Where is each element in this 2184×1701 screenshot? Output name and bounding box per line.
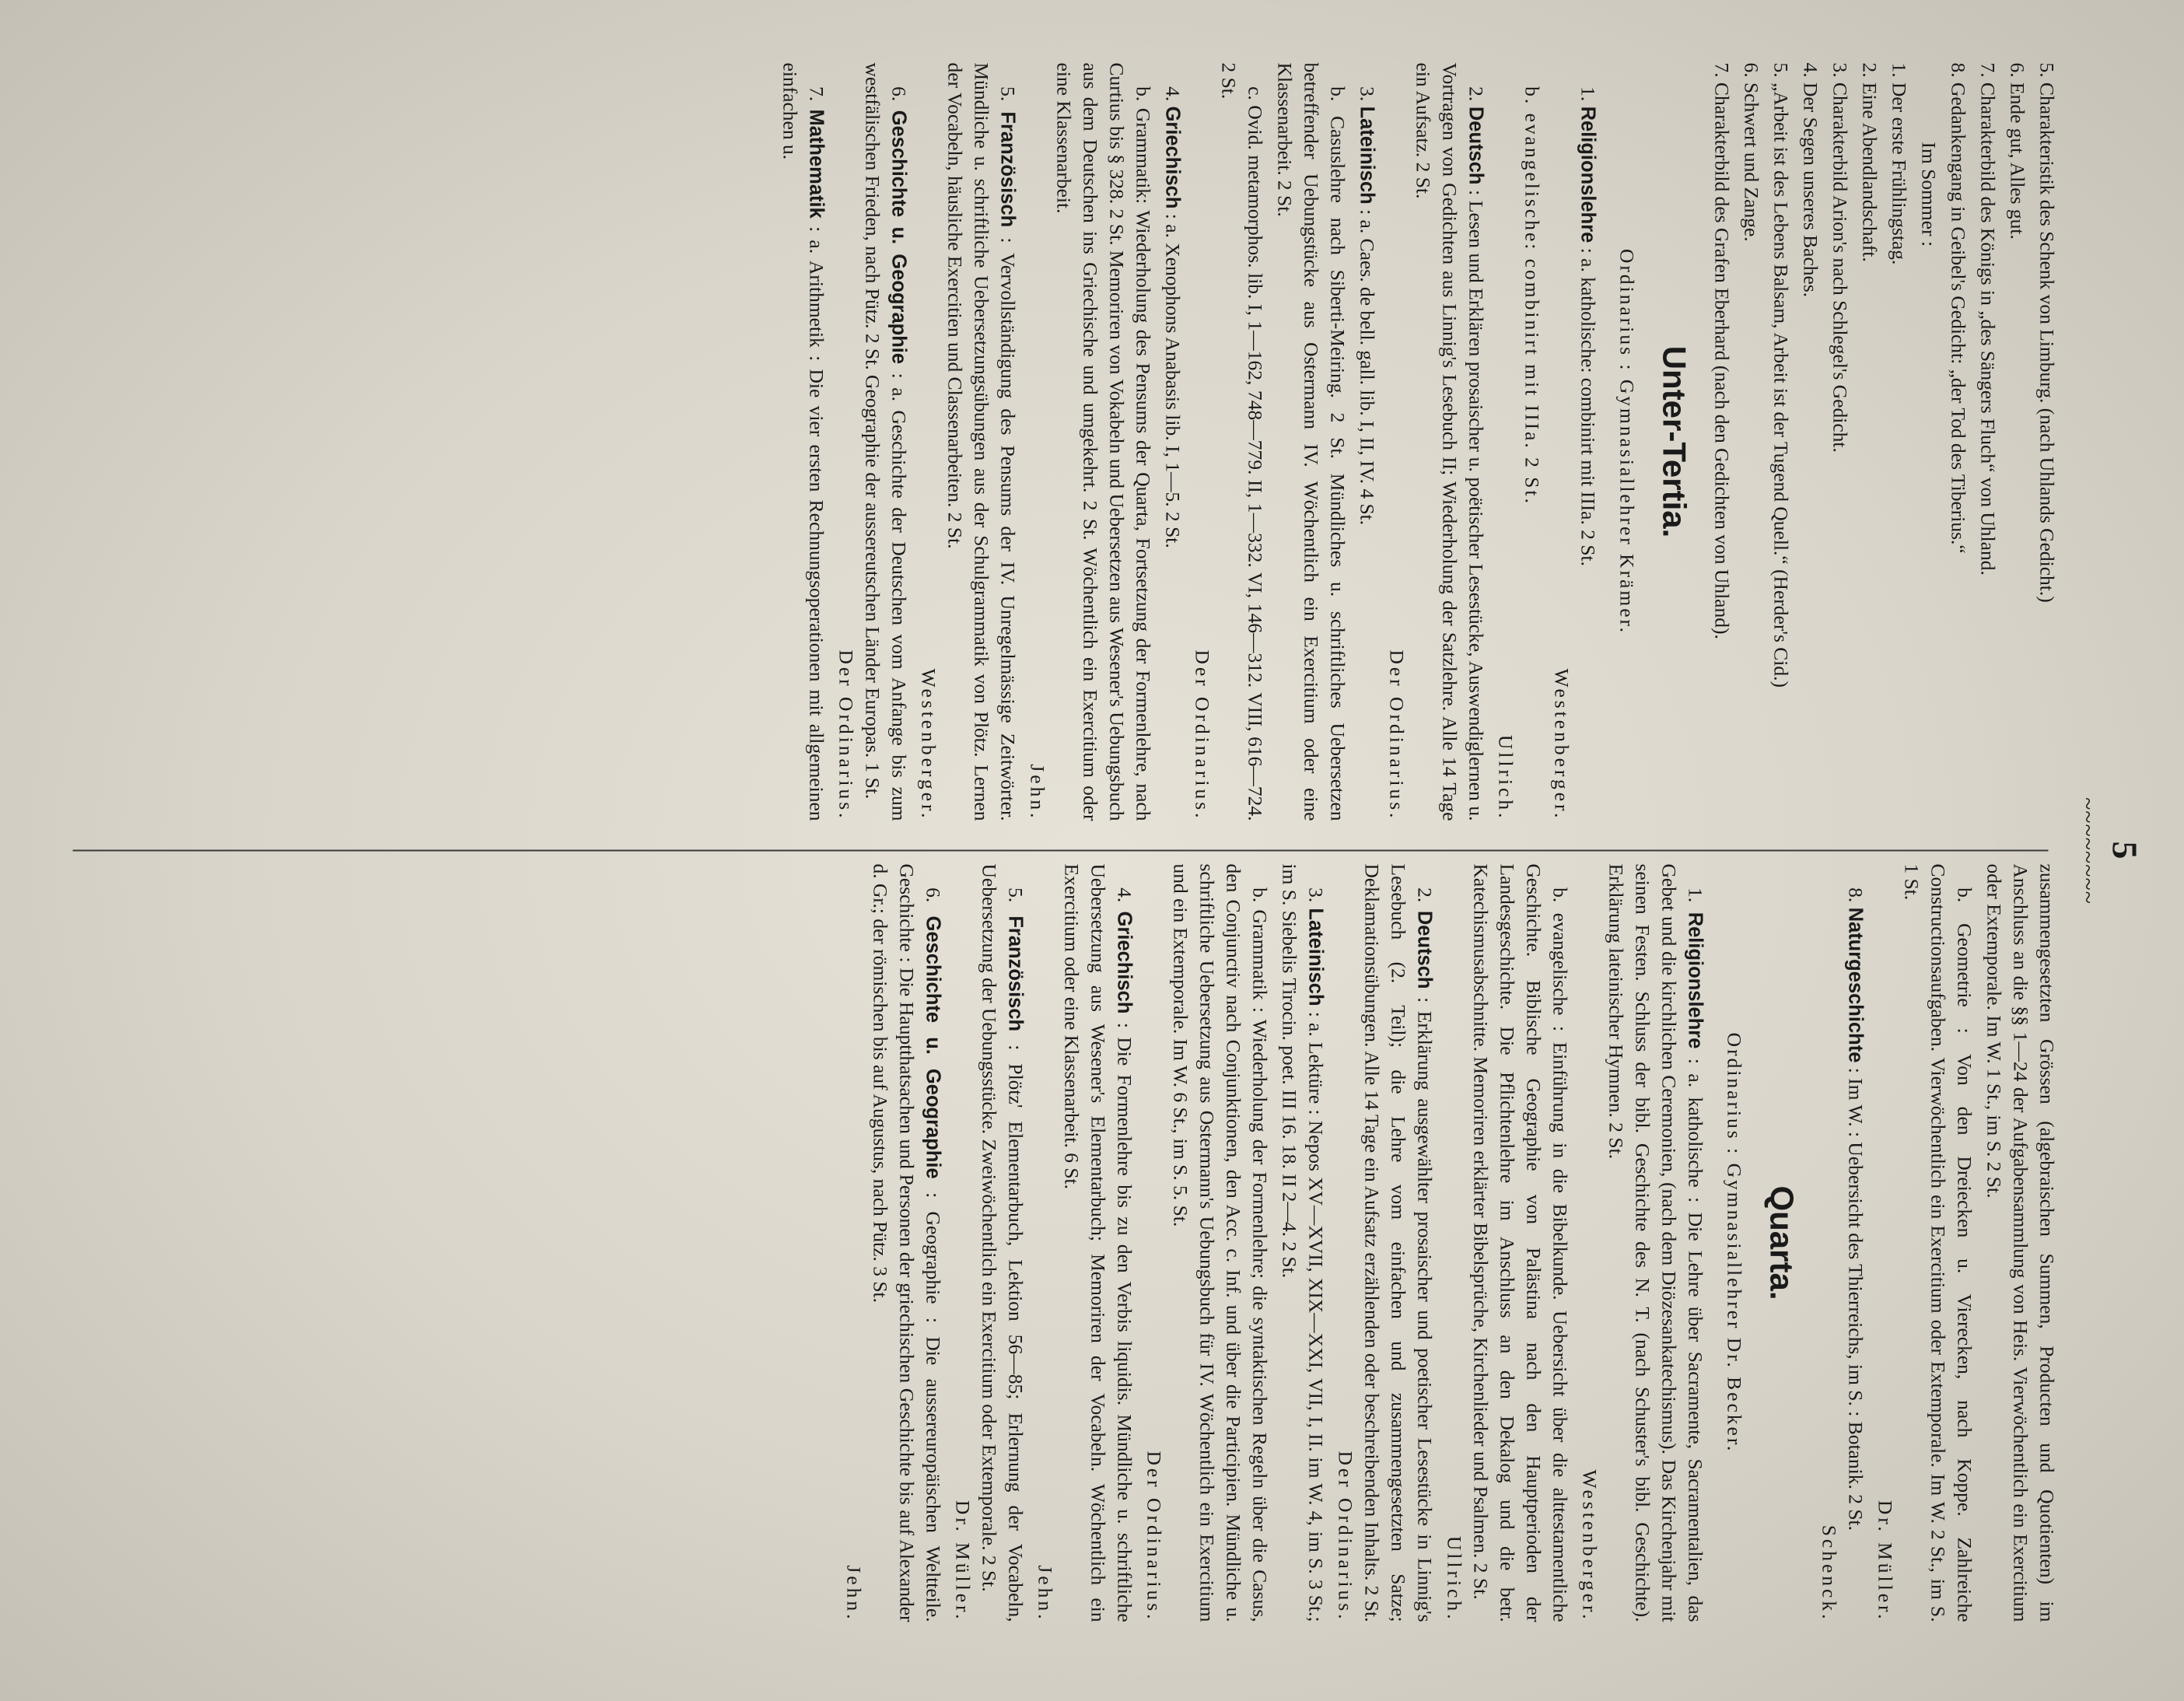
subject-text: b. evangelische: combinirt mit IIIa. 2 St. — [1521, 86, 1543, 506]
essay-topic: 5. Charakteristik des Schenk von Limburg. (nach Uhlands Gedicht.) — [2035, 62, 2058, 603]
subject-franzoesisch — [915, 62, 1020, 821]
teacher-name: Schenck. — [1818, 1524, 1840, 1622]
subject-number: 2. — [1413, 887, 1436, 902]
subject-title: Religionslehre — [1684, 912, 1706, 1048]
subject-griechisch-b — [1024, 62, 1156, 821]
section-heading-quarta: Quarta. — [1763, 1185, 1800, 1300]
subject-geschichte — [840, 863, 946, 1622]
subject-text: c. Ovid. metamorphos. lib. I, 1—162, 748—779. II, 1—332. VI, 146—312. VIII, 616—724. 2 St. — [1217, 62, 1266, 821]
subject-number: 1. — [1684, 887, 1706, 902]
teacher-name: Der Ordinarius. — [1191, 649, 1213, 821]
subject-text: b. evangelische : Einführung in die Bibelkunde. Uebersicht über die alttestamentliche Geschichte. Biblische Geographie von Palästina nach den Hauptperioden der Landesgeschichte. Die Pflichtenlehre im Anschluss an den Dekalog und die betr. Katechismusabschnitte. Memoriren erklärter Bibelsprüche, Kirchenlieder und Psalmen. 2 St. — [1469, 863, 1571, 1622]
subject-deutsch — [1332, 863, 1437, 1622]
left-column — [773, 62, 2060, 821]
page-ornament: ~~~~~~~~ — [2074, 796, 2100, 905]
essay-topic: 2. Eine Abendlandschaft. — [1858, 62, 1881, 262]
page-number: 5 — [2105, 841, 2144, 860]
subject-text: b. Grammatik: Wiederholung des Pensums der Quarta, Fortsetzung der Formenlehre, nach Curtius bis § 328. 2 St. Memoriren von Vokabeln und Uebersetzen aus Wesener's Uebungsbuch aus dem Deutschen ins Griechische und umgekehrt. 2 St. Wöchentlich ein Exercitium oder eine Klassenarbeit. — [1052, 62, 1154, 821]
subject-text: : Lesen und Erklären prosaischer u. poëtischer Lesestücke, Auswendiglernen u. Vortragen von Gedichten aus Linnig's Lesebuch II; Wiederholung der Satzlehre. Alle 14 Tage ein Aufsatz. 2 St. — [1412, 62, 1487, 821]
subject-geometrie — [1871, 863, 1977, 1622]
subject-griechisch — [1031, 863, 1137, 1622]
essay-topic: 6. Ende gut, Alles gut. — [2006, 62, 2028, 240]
subject-latein-b: b. Casuslehre nach Siberti-Meiring. 2 St. Mündliches u. schriftliches Uebersetzen betreffender Uebungstücke aus Ostermann IV. Wöchentlich ein Exercitium oder eine Klassenarbeit. 2 St. — [1273, 62, 1349, 821]
teacher-name: Jehn. — [1026, 763, 1048, 821]
subject-text: : a. katholische: combinirt mit IIIa. 2 St. — [1577, 247, 1599, 566]
subject-text: : Die Formenlehre bis zu den Verbis liquidis. Mündliche u. schriftliche Uebersetzung aus Wesener's Elementarbuch; Memoriren der Vocabeln. Wöchentlich ein Exercitium oder eine Klassenarbeit. 6 St. — [1060, 863, 1136, 1622]
subject-text: : a. katholische : Die Lehre über Sacramente, Sacramentalien, das Gebet und die kirchlichen Ceremonien, (nach dem Diözesankatechismus). Das Kirchenjahr mit seinen Festen. Schluss der bibl. Geschichte des N. T. (nach Schuster's bibl. Geschichte). Erklärung lateinischer Hymnen. 2 St. — [1605, 863, 1706, 1622]
subject-title: Lateinisch — [1304, 907, 1326, 1006]
subject-number: 6. — [922, 887, 944, 902]
subject-number: 6. — [887, 86, 910, 101]
essay-topic: 7. Charakterbild des Königs in „des Sängers Fluch“ von Uhland. — [1976, 62, 1999, 576]
teacher-name: Ullrich. — [1443, 1535, 1465, 1622]
teacher-name: Der Ordinarius. — [1143, 1450, 1165, 1622]
essay-topic: 8. Gedankengang in Geibel's Gedicht: „der Tod des Tiberius.“ — [1947, 62, 1969, 554]
subject-text: : a. Caes. de bell. gall. lib. I, II, IV. 4 St. — [1356, 208, 1378, 525]
subject-latein — [1276, 863, 1328, 1622]
teacher-name: Dr. Müller. — [1874, 1500, 1896, 1622]
subject-text: : Im W. : Uebersicht des Thierreichs, im S. : Botanik. 2 St. — [1844, 1067, 1867, 1531]
teacher-name: Dr. Müller. — [951, 1500, 974, 1622]
essay-topic: 7. Charakterbild des Grafen Eberhard (nach den Gedichten von Uhland). — [1710, 62, 1733, 639]
subject-title: Religionslehre — [1577, 106, 1598, 243]
subject-title: Griechisch — [1113, 911, 1135, 1013]
subject-title: Geschichte u. Geographie — [922, 915, 943, 1179]
subject-text: : Plötz' Elementarbuch, Lektion 56—85; Erlernung der Vocabeln, Uebersetzung der Uebungsstücke. Zweiwöchentlich ein Exercitium oder Extemporale. 2 St. — [978, 863, 1027, 1622]
essay-topic: 4. Der Segen unseres Baches. — [1799, 62, 1822, 297]
teacher-name: Westenberger. — [917, 667, 940, 821]
subject-geschichte — [832, 62, 912, 821]
teacher-name: Jehn. — [1034, 1564, 1056, 1622]
essay-topic: 6. Schwert und Zange. — [1740, 62, 1762, 242]
subject-religion — [1548, 62, 1601, 821]
subject-text: : Erklärung ausgewählter prosaischer und poetischer Lesestücke in Linnig's Lesebuch (2. Teil); die Lehre vom einfachen und zusammengesetzten Satze; Deklamationsübungen. Alle 14 Tage ein Aufsatz erzählenden oder beschreibenden Inhalts. 2 St. — [1360, 863, 1436, 1622]
teacher-name: Westenberger. — [1578, 1468, 1601, 1622]
subject-number: 7. — [805, 86, 828, 101]
subject-text: : Geographie : Die aussereuropäischen Weltteile. Geschichte : Die Hauptthatsachen und Personen der griechischen Geschichte bis auf Alexander d. Gr.; der römischen bis auf Augustus, nach Pütz. 3 St. — [869, 863, 944, 1622]
subject-text: : a. Geschichte der Deutschen vom Anfange bis zum westfälischen Frieden, nach Pütz. 2 St. Geographie der aussereutschen Länder Europas. 1 St. — [861, 62, 910, 821]
subject-title: Lateinisch — [1356, 106, 1377, 205]
season-label: Im Sommer : — [1917, 142, 1940, 247]
subject-title: Deutsch — [1465, 106, 1486, 184]
subject-religion-b — [1492, 62, 1545, 821]
subject-text: b. Grammatik : Wiederholung der Formenlehre; die syntaktischen Regeln über die Casus, den Conjunctiv nach Conjunktionen, den Acc. c. Inf. und über die Participien. Mündliche u. schriftliche Uebersetzung aus Ostermann's Uebungsbuch für IV. Wöchentlich ein Exercitium und ein Extemporale. Im W. 6 St., im S. 5. St. — [1169, 863, 1271, 1622]
teacher-name: Der Ordinarius. — [835, 649, 857, 821]
subject-deutsch — [1383, 62, 1489, 821]
mathematik-continuation: zusammengesetzten Grössen (algebraischen Summen, Producten und Quotienten) im Anschluss an die §§ 1—24 der Aufgabensammlung von Heis. Vierwöchentlich ein Exercitium oder Extemporale. Im W. 1 St., im S. 2 St. — [1983, 863, 2058, 1622]
subject-franzoesisch — [949, 863, 1028, 1622]
subject-naturgeschichte — [1815, 863, 1868, 1622]
subject-title: Griechisch — [1161, 106, 1183, 208]
section-heading-unter-tertia: Unter-Tertia. — [1656, 345, 1692, 537]
column-divider — [72, 849, 2048, 851]
teacher-name: Ullrich. — [1494, 734, 1517, 821]
subject-text: : a. Lektüre : Nepos XV—XVII, XIX—XXI, VII, I, II. im W. 4, im S. 3 St.; im S. Siebelis Tirocin. poet. III 16. 18. II 2—4. 2 St. — [1278, 863, 1327, 1622]
subject-mathematik — [776, 62, 829, 821]
subject-number: 5. — [1004, 887, 1027, 902]
teacher-name: Jehn. — [842, 1564, 865, 1622]
subject-text: : Vervollständigung des Pensums der IV. Unregelmässige Zeitwörter. Mündliche u. schriftliche Uebersetzungsübungen aus der Schulgrammatik von Plötz. Lernen der Vocabeln, häusliche Exercitien und Classenarbeiten. 2 St. — [943, 62, 1019, 821]
subject-title: Naturgeschichte — [1844, 907, 1866, 1062]
right-column — [837, 863, 2060, 1622]
subject-griechisch — [1159, 62, 1185, 821]
subject-text: : a. Xenophons Anabasis lib. I, 1—5. 2 St. — [1161, 213, 1184, 548]
subject-title: Mathematik — [805, 109, 827, 219]
subject-religion-b — [1440, 863, 1573, 1622]
essay-topic: 3. Charakterbild Arion's nach Schlegel's Gedicht. — [1829, 62, 1851, 453]
essay-topic: 1. Der erste Frühlingstag. — [1888, 62, 1910, 264]
subject-number: 8. — [1844, 887, 1867, 902]
subject-latein-b — [1140, 863, 1272, 1622]
subject-number: 2. — [1465, 86, 1487, 101]
subject-number: 4. — [1161, 86, 1184, 101]
subject-text: : a. Arithmetik : Die vier ersten Rechnungsoperationen mit allgemeinen einfachen u. — [779, 62, 828, 821]
subject-religion — [1576, 863, 1708, 1622]
subject-text: b. Geometrie : Von den Dreiecken u. Vierecken, nach Koppe. Zahlreiche Constructionsaufgaben. Vierwöchentlich ein Exercitium oder Extemporale. Im W. 2 St., im S. 1 St. — [1900, 863, 1976, 1622]
subject-title: Geschichte u. Geographie — [887, 110, 909, 364]
essay-topic: 5. „Arbeit ist des Lebens Balsam, Arbeit ist der Tugend Quell.“ (Herder's Cid.) — [1769, 62, 1792, 688]
subject-title: Französisch — [996, 110, 1018, 227]
teacher-name: Westenberger. — [1550, 667, 1573, 821]
teacher-name: Der Ordinarius. — [1334, 1450, 1356, 1622]
subject-number: 3. — [1356, 86, 1378, 101]
subject-title: Deutsch — [1413, 910, 1435, 989]
subject-latein — [1353, 62, 1380, 821]
subject-number: 3. — [1304, 887, 1327, 902]
subject-number: 5. — [996, 86, 1019, 101]
subject-number: 4. — [1113, 887, 1136, 902]
subject-title: Französisch — [1004, 915, 1026, 1031]
teacher-name: Der Ordinarius. — [1385, 649, 1408, 821]
ordinarius-line: Ordinarius : Gymnasiallehrer Dr. Becker. — [1723, 1032, 1745, 1453]
subject-latein-c — [1188, 62, 1268, 821]
ordinarius-line: Ordinarius : Gymnasiallehrer Krämer. — [1615, 248, 1638, 635]
subject-number: 1. — [1577, 86, 1599, 101]
